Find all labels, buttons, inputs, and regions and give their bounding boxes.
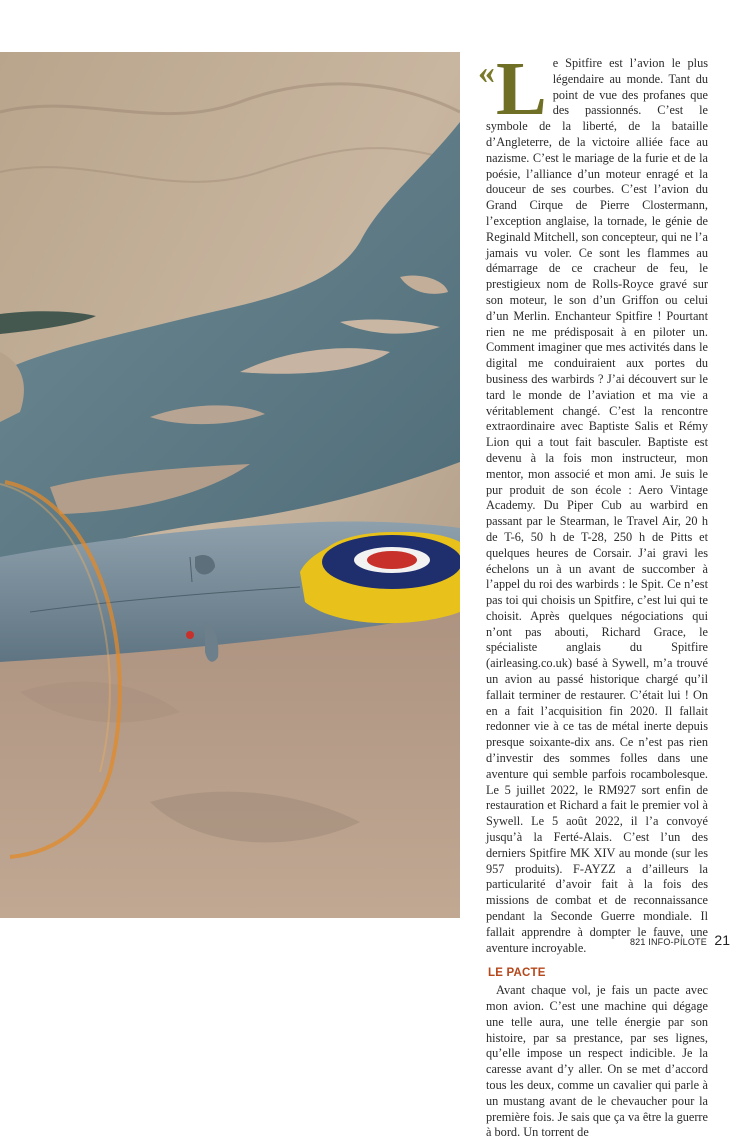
opening-quote: «	[478, 54, 495, 91]
article-column	[478, 47, 708, 1141]
page-folio	[630, 932, 730, 950]
drop-cap: L	[496, 47, 547, 131]
lead-paragraph: e Spitfire est l’avion le plus légendaire au monde. Tant du point de vue des profanes que des passionnés. C’est le symbole de la liberté, de la bataille d’Angleterre, de la victoire alliée face au nazisme. C’est le mariage de la furie et de la poésie, l’alliance d’un moteur enragé et la douceur de ses courbes. C’est l’avion du Grand Cirque de Pierre Clostermann, l’exception anglaise, la tornade, le génie de Reginald Mitchell, son concepteur, qui ne l’a jamais vu voler. Ce sont les flammes au démarrage de ce cracheur de feu, le prestigieux nom de Rolls-Royce gravé sur son moteur, le son d’un Griffon ou celui d’un Merlin. Enchanteur Spitfire ! Pourtant rien ne me prédisposait à en piloter un. Comment imaginer que mes activités dans le digital me conduiraient aux portes du business des warbirds ? J’ai découvert sur le tard le monde de l’aviation et ma vie a véritablement changé. C’est la rencontre extraordinaire avec Baptiste Salis et Rémy Lion qui a tout fait basculer. Baptiste est devenu à la fois mon instructeur, mon mentor, mon associé et mon ami. Je suis le pur produit de son école : Aero Vintage Academy. Du Piper Cub au warbird en passant par le Stearman, le Travel Air, 20 h de T-6, 50 h de T-28, 250 h de Pitts et quelques heures de Corsair. J’ai gravi les échelons un à un avant de succomber à l’appel du roi des warbirds : le Spit. Ce n’est pas toi qui choisis un Spitfire, c’est lui qui te choisit. Après quelques négociations qui n’ont pas abouti, Richard Grace, le spécialiste anglais du Spitfire (airleasing.co.uk) basé à Sywell, m’a trouvé un avion au passé historique chargé qu’il fallait terminer de restaurer. C’était lui ! On en a fait l’acquisition fin 2020. Il fallait redonner vie à ce tas de métal inerte depuis presque soixante-dix ans. Ce n’est pas rien d’investir des sommes folles dans une aventure qui semble parfois rocambolesque. Le 5 juillet 2022, le RM927 sort enfin de restauration et Richard a fait le premier vol à Sywell. Le 5 août 2022, il l’a convoyé jusqu’à la Ferté-Alais. C’est l’un des derniers Spitfire MK XIV au monde (sur les 957 produits). F-AYZZ a d’ailleurs la particularité d’avoir fait à la fois des missions de combat et de reconnaissance pendant la Seconde Guerre mondiale. Il fallait apprendre à dompter le fauve, une aventure incroyable.	[486, 56, 708, 955]
page-number: 21	[714, 932, 730, 948]
section-heading: LE PACTE	[488, 967, 546, 980]
spitfire-aerial-photo	[0, 52, 460, 918]
section-paragraph: Avant chaque vol, je fais un pacte avec mon avion. C’est une machine qui dégage une telle aura, une telle énergie par son histoire, par sa prestance, par ses lignes, qu’elle impose un respect indicible. Je la caresse avant d’y aller. On se met d’accord tous les deux, comme un cavalier qui parle à un mustang avant de le chevaucher pour la première fois. Je sais que ça va être la guerre à bord. Un torrent de	[486, 983, 708, 1140]
article-lead	[478, 47, 708, 956]
issue-label: 821 INFO-PILOTE	[629, 937, 707, 947]
photo-illustration	[0, 52, 460, 918]
